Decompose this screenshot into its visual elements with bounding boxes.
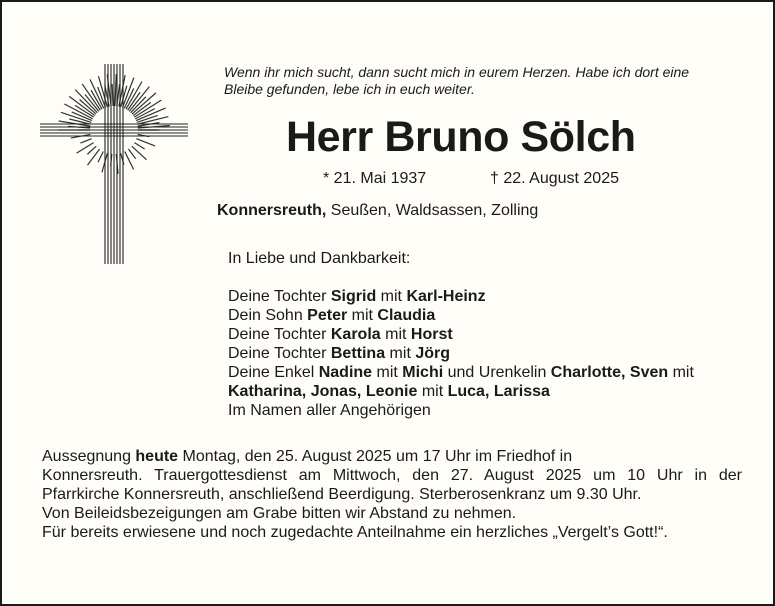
- footer-line: Für bereits erwiesene und noch zugedachte Anteilnahme ein herzliches „Vergelt’s Gott!“.: [42, 524, 668, 541]
- relative-name: Luca, Larissa: [447, 383, 550, 400]
- family-line: [228, 382, 694, 401]
- place-main: Konnersreuth,: [217, 202, 327, 219]
- deceased-name: Herr Bruno Sölch: [286, 113, 636, 161]
- connector: mit: [376, 288, 407, 305]
- birth-date: * 21. Mai 1937: [323, 170, 427, 187]
- family-line: [228, 287, 694, 306]
- relative-name: Michi: [402, 364, 444, 381]
- footer-emphasis: heute: [135, 448, 179, 465]
- family-intro: In Liebe und Dankbarkeit:: [228, 250, 411, 267]
- footer-line: [42, 447, 742, 466]
- connector: mit: [372, 364, 403, 381]
- relation: Deine Tochter: [228, 345, 331, 362]
- relative-name: Charlotte, Sven: [550, 364, 669, 381]
- death-date: † 22. August 2025: [490, 170, 619, 187]
- connector: mit: [347, 307, 378, 324]
- footer-line: Pfarrkirche Konnersreuth, anschließend Beerdigung. Sterberosenkranz um 9.30 Uhr.: [42, 486, 642, 503]
- footer-line: Konnersreuth. Trauergottesdienst am Mittwoch, den 27. August 2025 um 10 Uhr in der: [42, 467, 742, 484]
- place-others: Seußen, Waldsassen, Zolling: [326, 202, 539, 219]
- relative-name: Claudia: [377, 307, 436, 324]
- relative-name: Karl-Heinz: [406, 288, 486, 305]
- relative-name: Jörg: [415, 345, 450, 362]
- family-list: [228, 249, 694, 420]
- relative-name: Peter: [307, 307, 348, 324]
- family-line: [228, 325, 694, 344]
- cross-sunburst-icon: [38, 64, 192, 266]
- places-line: [217, 201, 538, 221]
- quote-line: Bleibe gefunden, lebe ich in euch weiter.: [224, 81, 475, 97]
- relation: Deine Tochter: [228, 326, 331, 343]
- footer-text: Aussegnung: [42, 448, 136, 465]
- connector: mit: [668, 364, 694, 381]
- relation: Deine Tochter: [228, 288, 331, 305]
- relative-name: Nadine: [318, 364, 373, 381]
- footer-text: Montag, den 25. August 2025 um 17 Uhr im Friedhof in: [178, 448, 573, 465]
- connector: mit: [380, 326, 411, 343]
- connector: mit: [417, 383, 448, 400]
- funeral-details: [42, 447, 742, 542]
- family-line: [228, 344, 694, 363]
- memorial-quote: [224, 64, 754, 98]
- relation: und Urenkelin: [443, 364, 551, 381]
- relation: Dein Sohn: [228, 307, 308, 324]
- relative-name: Katharina, Jonas, Leonie: [228, 383, 418, 400]
- relative-name: Karola: [330, 326, 381, 343]
- relation: Deine Enkel: [228, 364, 319, 381]
- relative-name: Bettina: [330, 345, 386, 362]
- family-closing: Im Namen aller Angehörigen: [228, 402, 431, 419]
- connector: mit: [385, 345, 416, 362]
- relative-name: Horst: [410, 326, 453, 343]
- relative-name: Sigrid: [330, 288, 377, 305]
- family-line: [228, 363, 694, 382]
- quote-line: Wenn ihr mich sucht, dann sucht mich in eurem Herzen. Habe ich dort eine: [224, 64, 690, 80]
- family-line: [228, 306, 694, 325]
- footer-line: Von Beileidsbezeigungen am Grabe bitten wir Abstand zu nehmen.: [42, 505, 517, 522]
